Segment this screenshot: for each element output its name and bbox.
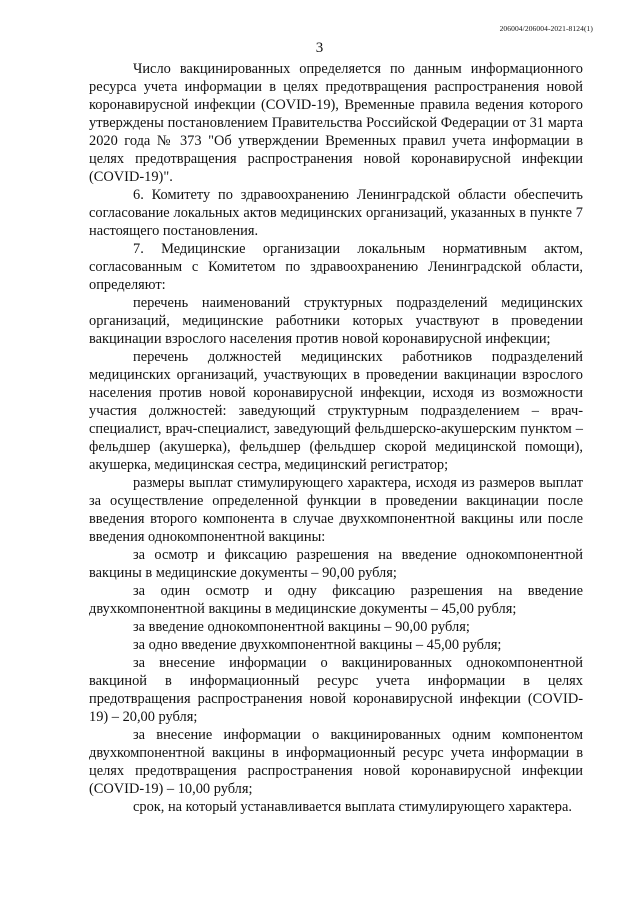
document-id: 206004/206004-2021-8124(1) xyxy=(499,24,593,33)
paragraph-item-7: 7. Медицинские организации локальным нормативным актом, согласованным с Комитетом по здравоохранению Ленинградской области, определяют: xyxy=(89,241,583,293)
paragraph-payment-exam-one: за осмотр и фиксацию разрешения на введение однокомпонентной вакцины в медицинские документы – 90,00 рубля; xyxy=(89,547,583,581)
paragraph-positions-list: перечень должностей медицинских работников подразделений медицинских организаций, участвующих в проведении вакцинации взрослого населения против новой коронавирусной инфекции, исходя из возможности участия должностей: заведующий структурным подразделением – врач-специалист, врач-специалист, заведующий фельдшерско-акушерским пунктом – фельдшер (акушерка), фельдшер (фельдшер скорой медицинской помощи), акушерка, медицинская сестра, медицинский регистратор; xyxy=(89,349,583,473)
paragraph-payment-exam-two: за один осмотр и одну фиксацию разрешения на введение двухкомпонентной вакцины в медицинские документы – 45,00 рубля; xyxy=(89,583,583,617)
document-body xyxy=(89,60,583,816)
paragraph-payment-sizes: размеры выплат стимулирующего характера, исходя из размеров выплат за осуществление определенной функции в проведении вакцинации после введения второго компонента в случае двухкомпонентной вакцины или после введения однокомпонентной вакцины: xyxy=(89,475,583,545)
paragraph-units-list: перечень наименований структурных подразделений медицинских организаций, медицинские работники которых участвуют в проведении вакцинации взрослого населения против новой коронавирусной инфекции; xyxy=(89,295,583,347)
paragraph-payment-term: срок, на который устанавливается выплата стимулирующего характера. xyxy=(133,799,572,815)
paragraph-payment-inject-one: за введение однокомпонентной вакцины – 90,00 рубля; xyxy=(133,619,470,635)
paragraph-item-6: 6. Комитету по здравоохранению Ленинградской области обеспечить согласование локальных актов медицинских организаций, указанных в пункте 7 настоящего постановления. xyxy=(89,187,583,239)
paragraph-vaccinated-count: Число вакцинированных определяется по данным информационного ресурса учета информации в целях предотвращения распространения новой коронавирусной инфекции (COVID-19), Временные правила ведения которого утверждены постановлением Правительства Российской Федерации от 31 марта 2020 года № 373 "Об утверждении Временных правил учета информации в целях предотвращения распространения новой коронавирусной инфекции (COVID-19)". xyxy=(89,61,583,185)
page-number: 3 xyxy=(315,40,324,56)
paragraph-payment-inject-two: за одно введение двухкомпонентной вакцины – 45,00 рубля; xyxy=(133,637,502,653)
paragraph-payment-info-one: за внесение информации о вакцинированных однокомпонентной вакциной в информационный ресурс учета информации в целях предотвращения распространения новой коронавирусной инфекции (COVID-19) – 20,00 рубля; xyxy=(89,655,583,725)
paragraph-payment-info-two: за внесение информации о вакцинированных одним компонентом двухкомпонентной вакцины в информационный ресурс учета информации в целях предотвращения распространения новой коронавирусной инфекции (COVID-19) – 10,00 рубля; xyxy=(89,727,583,797)
